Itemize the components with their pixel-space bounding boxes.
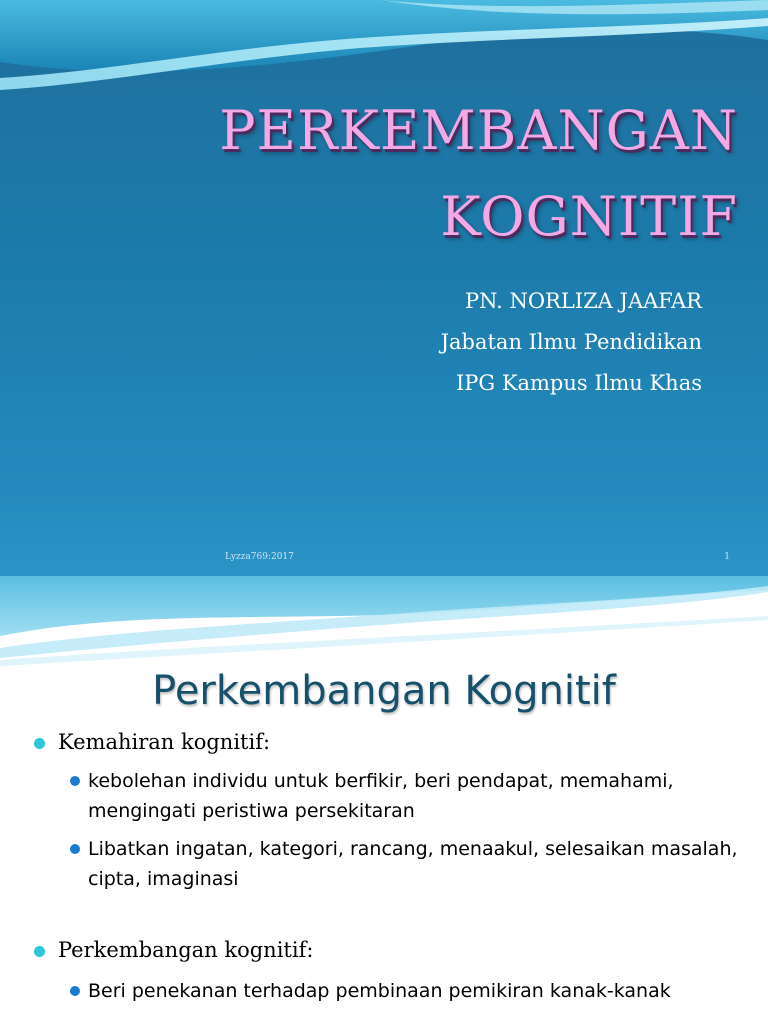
bullet-level-2	[88, 834, 748, 894]
bullet-suffix: :	[306, 938, 314, 962]
bullet-list	[0, 576, 768, 1024]
institution: IPG Kampus Ilmu Khas	[455, 371, 702, 395]
slide-title: Perkembangan Kognitif	[152, 668, 616, 714]
slide-number: 1	[724, 552, 730, 562]
bullet-dot	[70, 776, 80, 786]
bullet-level-1	[58, 730, 270, 754]
bullet-label: Perkembangan kognitif	[58, 938, 307, 962]
bullet-dot	[70, 986, 80, 996]
bullet-text: Libatkan ingatan, kategori, rancang, menaakul, selesaikan masalah, cipta, imaginasi	[88, 838, 738, 890]
slide-title: PERKEMBANGAN KOGNITIF	[219, 99, 738, 248]
bullet-dot	[34, 946, 45, 957]
bullet-text: Beri penekanan terhadap pembinaan pemikiran kanak-kanak	[88, 980, 671, 1002]
bullet-dot	[70, 844, 80, 854]
bullet-level-2	[88, 766, 748, 826]
bullet-level-2	[88, 976, 748, 1006]
content-slide	[0, 576, 768, 1024]
bullet-suffix: :	[262, 730, 271, 754]
slide-footer: Lyzza769:2017	[225, 552, 294, 562]
presenter-info	[282, 281, 702, 404]
bullet-text: kebolehan individu untuk berfikir, beri pendapat, memahami, mengingati peristiwa persekitaran	[88, 770, 674, 822]
bullet-level-1	[58, 938, 313, 962]
bullet-label: Kemahiran kognitif	[58, 730, 263, 754]
presenter-name: PN. NORLIZA JAAFAR	[464, 289, 702, 313]
department: Jabatan Ilmu Pendidikan	[440, 330, 702, 354]
bullet-dot	[34, 738, 45, 749]
